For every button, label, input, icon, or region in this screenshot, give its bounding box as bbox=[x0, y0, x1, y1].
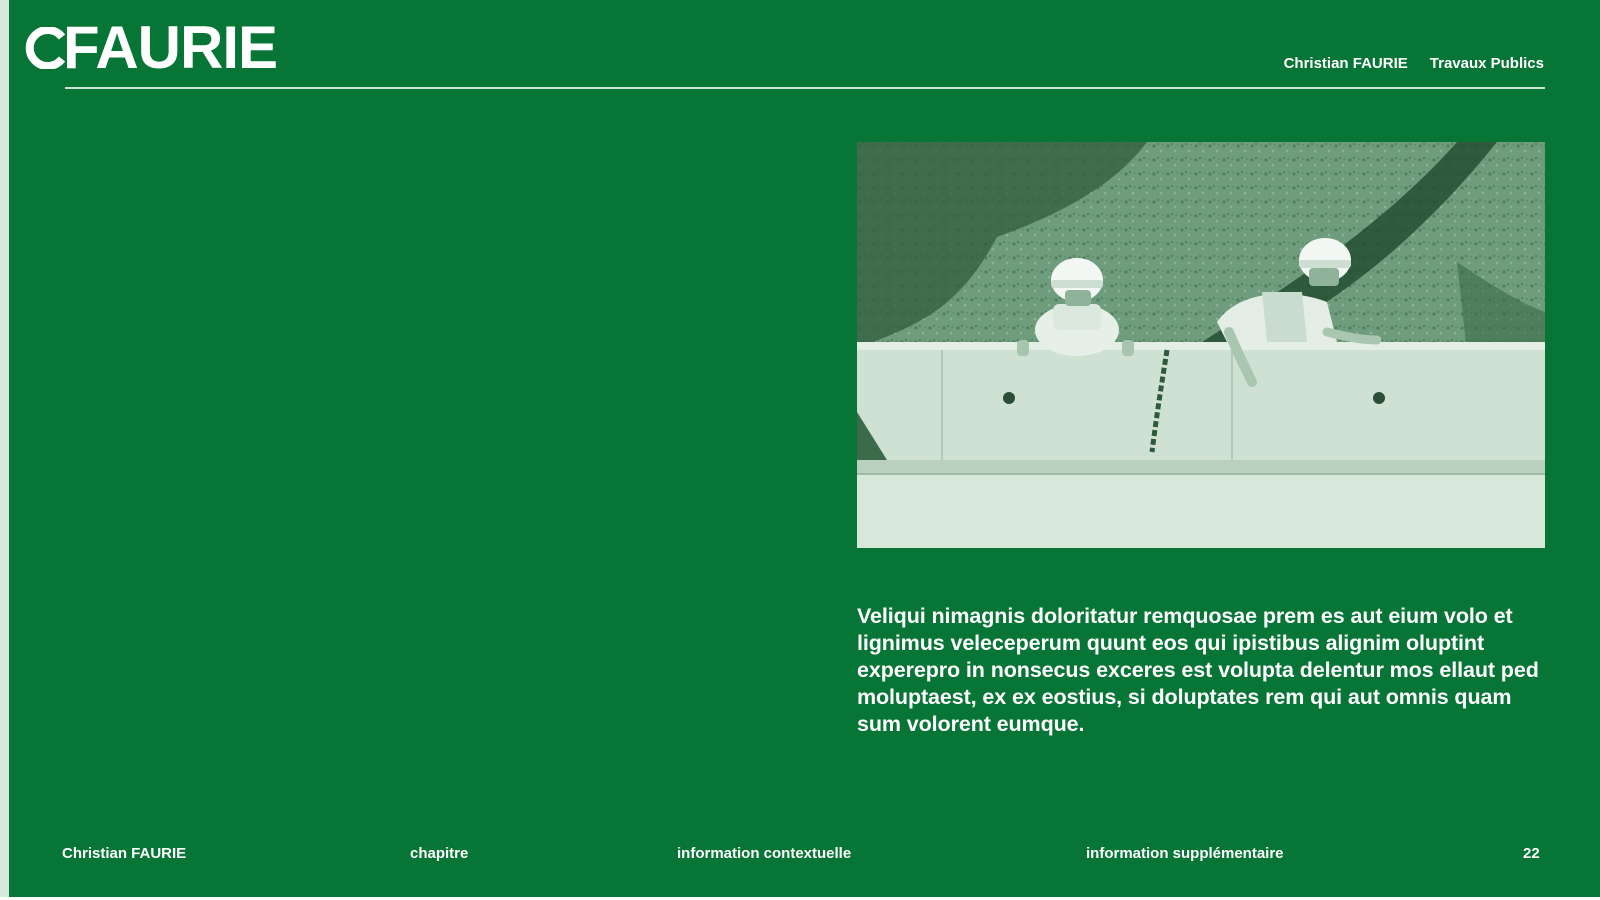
header-nav-division[interactable]: Travaux Publics bbox=[1429, 55, 1544, 72]
page-number: 22 bbox=[1523, 845, 1540, 862]
header-divider bbox=[65, 87, 1545, 89]
body-paragraph: Veliqui nimagnis doloritatur remquosae prem es aut eium volo et lignimus veleceperum quunt eos qui ipistibus alignim oluptint experepro in nonsecus exceres est volupta delentur mos ellaut ped moluptaest, ex ex eostius, si doluptates rem qui aut omnis quam sum volorent eumque. bbox=[857, 604, 1539, 736]
construction-workers-photo bbox=[857, 142, 1545, 548]
logo-wordmark: FAURIE bbox=[63, 14, 278, 81]
footer-context: information contextuelle bbox=[677, 845, 852, 862]
logo-c-icon bbox=[25, 27, 67, 69]
header-nav-company[interactable]: Christian FAURIE bbox=[1283, 55, 1408, 72]
footer-author: Christian FAURIE bbox=[62, 845, 187, 862]
footer-chapter: chapitre bbox=[410, 845, 469, 862]
photo-illustration bbox=[857, 142, 1545, 548]
left-edge-strip bbox=[0, 0, 9, 900]
footer-supplementary: information supplémentaire bbox=[1086, 845, 1284, 862]
header-nav bbox=[1284, 54, 1544, 74]
company-logo bbox=[25, 14, 285, 81]
